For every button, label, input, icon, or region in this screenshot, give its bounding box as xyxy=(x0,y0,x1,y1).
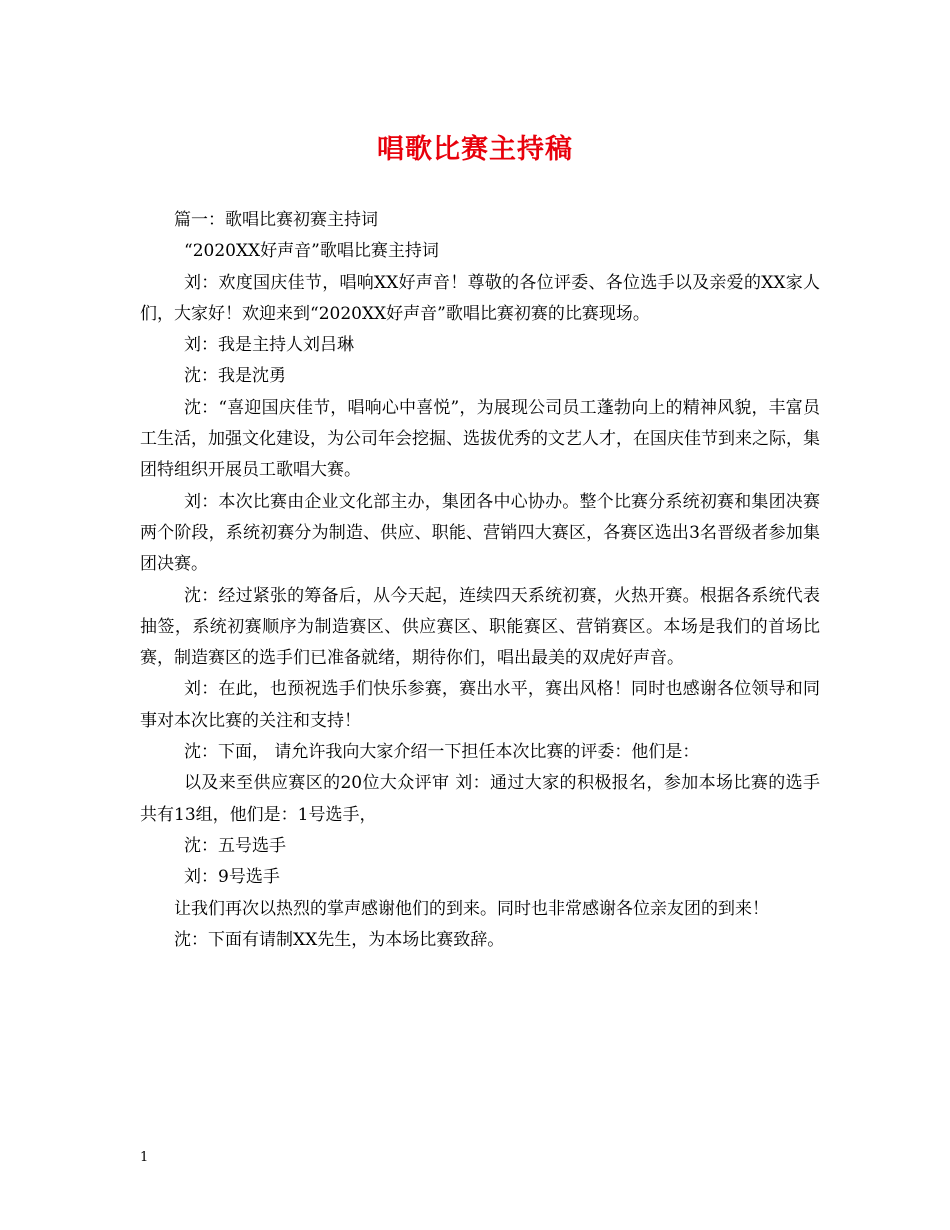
paragraph: 沈：下面有请制XX先生，为本场比赛致辞。 xyxy=(174,929,505,950)
paragraph: 刘：本次比赛由企业文化部主办，集团各中心协办。整个比赛分系统初赛和集团决赛两个阶段，系统初赛分为制造、供应、职能、营销四大赛区，各赛区选出3名晋级者参加集团决赛。 xyxy=(140,491,820,575)
page-number: 1 xyxy=(140,1150,149,1165)
paragraph: 沈：下面， 请允许我向大家介绍一下担任本次比赛的评委：他们是： xyxy=(184,742,700,763)
paragraph: 沈：我是沈勇 xyxy=(184,366,286,387)
paragraph: “2020XX好声音”歌唱比赛主持词 xyxy=(184,241,439,262)
document-body xyxy=(140,205,820,956)
paragraph: 沈：经过紧张的筹备后，从今天起，连续四天系统初赛，火热开赛。根据各系统代表抽签，系统初赛顺序为制造赛区、供应赛区、职能赛区、营销赛区。本场是我们的首场比赛，制造赛区的选手们已准备就绪，期待你们，唱出最美的双虎好声音。 xyxy=(140,585,820,669)
document-title: 唱歌比赛主持稿 xyxy=(377,134,573,165)
paragraph: 沈：“喜迎国庆佳节，唱响心中喜悦”，为展现公司员工蓬勃向上的精神风貌，丰富员工生活，加强文化建设，为公司年会挖掘、选拔优秀的文艺人才，在国庆佳节到来之际，集团特组织开展员工歌唱大赛。 xyxy=(140,397,820,481)
paragraph: 以及来至供应赛区的20位大众评审 刘：通过大家的积极报名，参加本场比赛的选手共有13组，他们是：1号选手， xyxy=(140,773,820,825)
paragraph: 刘：欢度国庆佳节，唱响XX好声音！尊敬的各位评委、各位选手以及亲爱的XX家人们，大家好！欢迎来到“2020XX好声音”歌唱比赛初赛的比赛现场。 xyxy=(140,272,820,324)
paragraph: 篇一：歌唱比赛初赛主持词 xyxy=(174,210,378,230)
paragraph: 沈：五号选手 xyxy=(184,835,286,856)
paragraph: 刘：9号选手 xyxy=(184,867,280,888)
paragraph: 刘：在此，也预祝选手们快乐参赛，赛出水平，赛出风格！同时也感谢各位领导和同事对本次比赛的关注和支持！ xyxy=(140,679,820,731)
paragraph: 让我们再次以热烈的掌声感谢他们的到来。同时也非常感谢各位亲友团的到来！ xyxy=(174,898,769,919)
paragraph: 刘：我是主持人刘吕琳 xyxy=(184,335,354,356)
